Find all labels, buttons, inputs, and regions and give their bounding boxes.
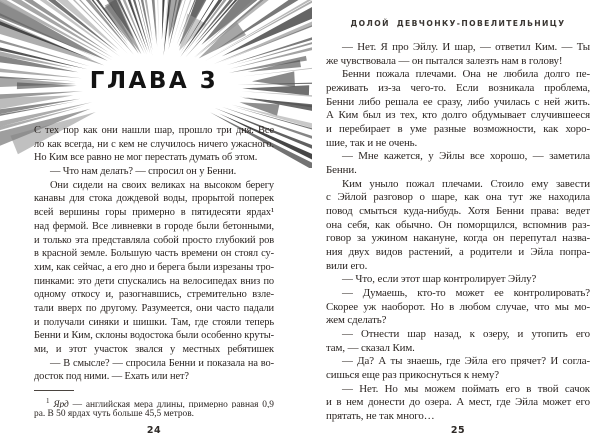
text-line: жем сделать? [326, 314, 387, 327]
footnote-term: Ярд [53, 400, 69, 409]
text-line: прятать, не так много… [326, 410, 435, 423]
text-line: всей вершины горы примерно в пятидесяти ярдах¹ [34, 207, 274, 219]
text-line: же чувствовала — он пытался залезть нам в голову! [326, 54, 563, 67]
text-line: пинками: это дети спускались на велосипедах вниз по [34, 275, 274, 287]
text-line: и в нем донести до озера. А мест, где Эйла может его [326, 396, 590, 409]
text-line: говор за ужином накануне, когда он перепутал назва- [326, 232, 590, 245]
text-line: Бенни. [326, 164, 357, 177]
text-line: там, — сказал Ким. [326, 341, 415, 354]
text-line: и только эта представляла собой просто глубокий ров [34, 234, 274, 246]
text-line: — Мне кажется, у Эйлы все хорошо, — заметила [342, 150, 590, 163]
text-line: — Что нам делать? — спросил он у Бенни. [50, 166, 237, 178]
text-line: и перебирает в уме разные возможности, как хоро- [326, 123, 590, 136]
text-line: ло как всегда, ни с кем не случилось ничего ужасного. [34, 138, 274, 150]
text-line: — Что, если этот шар контролирует Эйлу? [342, 273, 537, 286]
text-line: реживать из-за чего-то. Если возникала проблема, [326, 82, 590, 95]
running-head: ДОЛОЙ ДЕВЧОНКУ-ПОВЕЛИТЕЛЬНИЦУ [350, 19, 566, 28]
page-number-left: 24 [146, 425, 162, 436]
text-line: — Думаешь, кто-то может ее контролировать? [342, 287, 590, 300]
text-line: одному откосу и, разогнавшись, стремительно взле- [34, 289, 274, 301]
text-line: — Нет. Я про Эйлу. И шар, — ответил Ким. — Ты [342, 41, 590, 53]
footnote-rule [34, 390, 74, 391]
text-line: она себя, как обычно. Он поморщился, вспомнив раз- [326, 218, 590, 231]
text-line: А Ким был из тех, кто долго обдумывает случившееся [326, 109, 590, 122]
text-line: Они сидели на своих великах на высоком берегу [50, 179, 274, 191]
footnote-marker: 1 [46, 397, 50, 405]
text-line: Бенни и Ким, склоны водостока были особенно круты- [34, 330, 274, 342]
text-line: Но Ким все равно не мог перестать думать об этом. [34, 152, 258, 164]
text-line: ния двух видов растений, а родители и Эйла попра- [326, 246, 590, 259]
text-line: Бенни пожала плечами. Она не любила долго пе- [342, 68, 590, 81]
text-line: с Эйлой разговор о шаре, как она тут же находила [326, 191, 590, 204]
text-line: ми, и этот участок звался у местных ребятишек [34, 344, 274, 355]
text-line: над фермой. Все ливневки в городе были бетонными, [34, 220, 274, 232]
footnote-line [34, 395, 274, 408]
text-line: — Да? А ты знаешь, где Эйла его прячет? И согла- [342, 355, 590, 368]
text-line: и получали синяки и шишки. Там, где стояли теперь [34, 316, 274, 328]
text-line: Скорее уж наоборот. Но в любом случае, что мы мо- [326, 300, 590, 313]
footnote-line: ра. В 50 ярдах чуть больше 45,5 метров. [34, 409, 195, 420]
text-line: шие, так и не очень. [326, 136, 418, 149]
text-line: — В смысле? — спросила Бенни и показала на во- [50, 357, 274, 369]
text-line: канавы для стока дождевой воды, прорытой поперек [34, 193, 274, 205]
chapter-title: ГЛАВА 3 [89, 68, 219, 94]
text-line: Ким уныло пожал плечами. Стоило ему завести [342, 177, 590, 190]
text-line: повод смыться куда-нибудь. Хотя Бенни права: ведет [326, 205, 590, 218]
text-line: С тех пор как они нашли шар, прошло три дня. Все [34, 125, 274, 136]
footnote-text: — английская мера длины, примерно равная 0,9 [72, 400, 274, 409]
text-line: в красной земле. Большую часть времени он стоял су- [34, 248, 274, 260]
text-line: хим, как сейчас, а его дно и берега были изрезаны тро- [34, 261, 274, 273]
text-line: — Нет. Но мы можем поймать его в твой сачок [342, 382, 590, 395]
left-page-body [34, 124, 274, 384]
text-line: — Отнести шар назад, к озеру, и утопить его [342, 328, 590, 341]
text-line: вили его. [326, 259, 368, 272]
text-line: Бенни либо решала ее сразу, либо училась с ней жить. [326, 95, 590, 108]
page-number-right: 25 [450, 425, 466, 436]
text-line: тали вверх по другому. Разумеется, они часто падали [34, 302, 274, 314]
text-line: сишься еще раз прикоснуться к нему? [326, 369, 499, 382]
right-page-body [326, 41, 590, 424]
footnote [34, 390, 274, 421]
text-line: досток под ними. — Ехать или нет? [34, 371, 189, 383]
